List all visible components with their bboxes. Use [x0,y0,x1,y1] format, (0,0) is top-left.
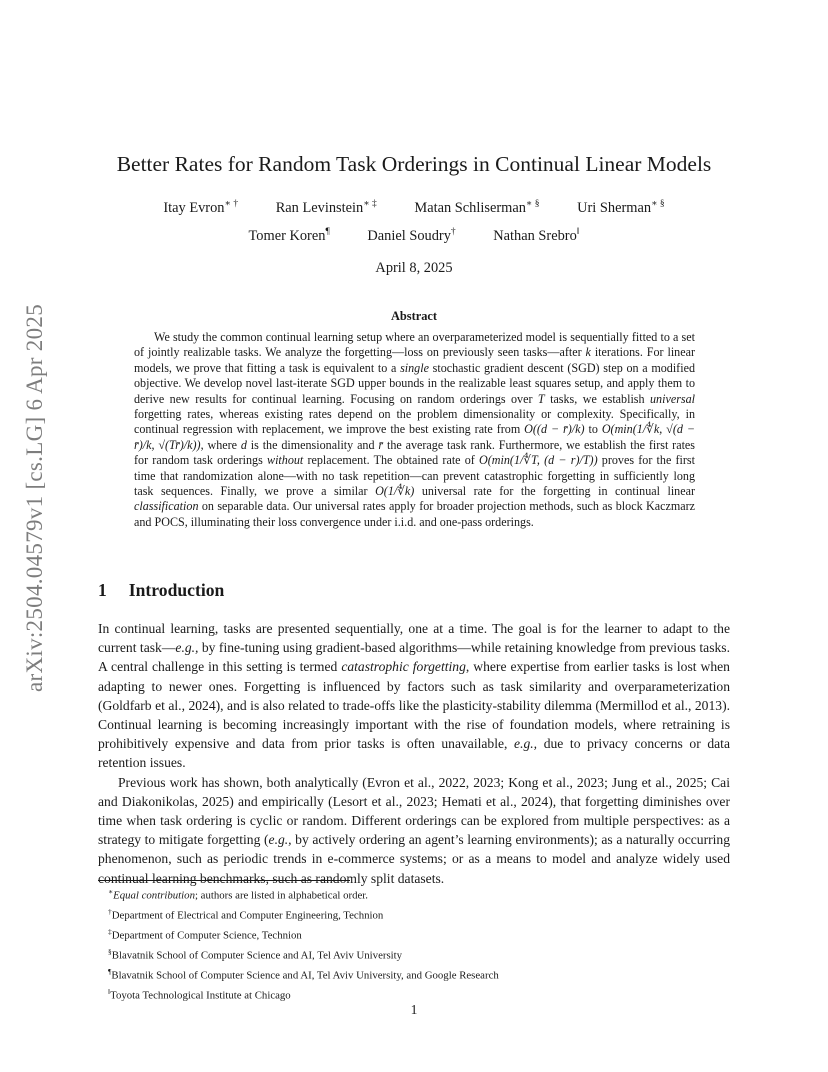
author: Ran Levinstein∗ ‡ [275,199,377,216]
page-number: 1 [410,1002,418,1017]
footnote: ‖Toyota Technological Institute at Chicago [108,987,291,1003]
math-expression: O(1/∜k) [375,484,415,499]
section-heading: 1 Introduction [98,580,225,600]
footnote-rule [98,880,350,881]
arxiv-identifier: arXiv:2504.04579v1 [cs.LG] 6 Apr 2025 [22,303,47,692]
paragraph: In continual learning, tasks are presented sequentially, one at a time. The goal is for the learner to adapt to the current task—e.g., by fine-tuning using gradient-based algorithms—while retaining knowledge from previous tasks. A central challenge in this setting is termed catastrophic forgetting, where expertise from earlier tasks is lost when adapting to newer ones. Forgetting is influenced by factors such as task similarity and overparameterization (Goldfarb et al., 2024), and is also related to trade-offs like the plasticity-stability dilemma (Mermillod et al., 2013). Continual learning is becoming increasingly important with the rise of foundation models, where retraining is prohibitively expensive and data from prior tasks is often unavailable, e.g., due to privacy concerns or data retention issues. [98,621,730,771]
author: Nathan Srebro‖ [493,227,580,244]
paragraph: Previous work has shown, both analytically (Evron et al., 2022, 2023; Kong et al., 2023; Jung et al., 2025; Cai and Diakonikolas, 2025) and empirically (Lesort et al., 2023; Hemati et al., 2024), that forgetting diminishes over time when task ordering is cyclic or random. Different orderings can be explored from multiple perspectives: as a strategy to mitigate forgetting (e.g., by actively ordering an agent’s learning environments); as a naturally occurring phenomenon, such as periodic trends in e-commerce systems; or as a means to model and analyze widely used continual learning benchmarks, such as randomly split datasets. [98,774,730,886]
body-text [98,619,730,888]
author-list-row-1 [0,198,828,217]
footnote: †Department of Electrical and Computer Engineering, Technion [108,907,384,922]
abstract-heading: Abstract [390,309,438,323]
author: Uri Sherman∗ § [577,199,665,216]
author-list-row-2 [0,227,828,245]
math-expression: O((d − r̄)/k) [524,422,585,437]
footnote: ∗Equal contribution; authors are listed in alphabetical order. [108,887,368,902]
footnote: §Blavatnik School of Computer Science and AI, Tel Aviv University [108,947,403,962]
math-expression: O(min(1/∜T, (d − r)/T)) [479,453,598,468]
author: Daniel Soudry† [367,227,456,244]
math-expression: O(min(1/∜k, √(d − r̄)/k, √(Tr̄)/k)) [134,422,695,452]
paper-title: Better Rates for Random Task Orderings in Continual Linear Models [116,152,712,176]
footnote: ¶Blavatnik School of Computer Science and AI, Tel Aviv University, and Google Research [108,967,499,982]
author: Itay Evron∗ † [163,199,239,216]
author: Tomer Koren¶ [248,227,330,244]
publication-date: April 8, 2025 [375,260,453,276]
author: Matan Schliserman∗ § [414,199,540,216]
footnotes [108,884,499,1005]
abstract-text: We study the common continual learning setup where an overparameterized model is sequentially fitted to a set of jointly realizable tasks. We analyze the forgetting—loss on previously seen tasks—after k iterations. For linear models, we prove that fitting a task is equivalent to a single stochastic gradient descent (SGD) step on a modified objective. We develop novel last-iterate SGD upper bounds in the realizable least squares setup, and apply them to derive new results for continual learning. Focusing on random orderings over T tasks, we establish universal forgetting rates, whereas existing rates depend on the problem dimensionality or complexity. Specifically, in continual regression with replacement, we improve the best existing rate from O((d − r̄)/k) to O(min(1/∜k, √(d − r̄)/k, √(Tr̄)/k)), where d is the dimensionality and r̄ the average task rank. Furthermore, we establish the first rates for random task orderings without replacement. The obtained rate of O(min(1/∜T, (d − r)/T)) proves for the first time that randomization alone—with no task repetition—can prevent catastrophic forgetting in sufficiently long task sequences. Finally, we prove a similar O(1/∜k) universal rate for the forgetting in continual linear classification on separable data. Our universal rates apply for broader projection methods, such as block Kaczmarz and POCS, illuminating their loss convergence under i.i.d. and one-pass orderings. [134,330,696,529]
footnote: ‡Department of Computer Science, Technion [108,927,302,942]
